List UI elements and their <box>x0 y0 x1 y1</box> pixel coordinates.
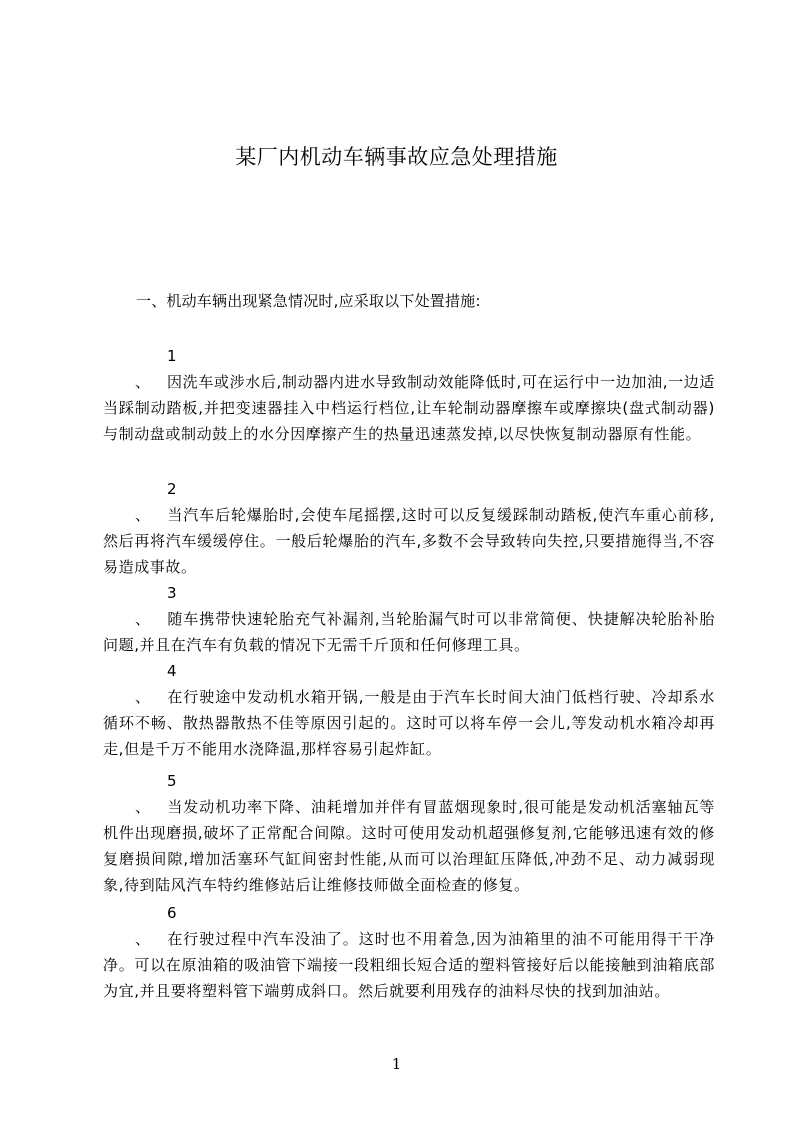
list-item <box>103 476 715 580</box>
item-text: 因洗车或涉水后,制动器内进水导致制动效能降低时,可在运行中一边加油,一边适当踩制动踏板,并把变速器挂入中档运行档位,让车轮制动器摩擦车或摩擦块(盘式制动器)与制动盘或制动鼓上的水分因摩擦产生的热量迅速蒸发掉,以尽快恢复制动器原有性能。 <box>103 373 715 443</box>
item-text: 当发动机功率下降、油耗增加并伴有冒蓝烟现象时,很可能是发动机活塞轴瓦等机件出现磨损,破坏了正常配合间隙。这时可使用发动机超强修复剂,它能够迅速有效的修复磨损间隙,增加活塞环气缸间密封性能,从而可以治理缸压降低,冲劲不足、动力减弱现象,待到陆风汽车特约维修站后让维修技师做全面检查的修复。 <box>103 798 715 894</box>
item-text: 在行驶途中发动机水箱开锅,一般是由于汽车长时间大油门低档行驶、冷却系水循环不畅、散热器散热不佳等原因引起的。这时可以将车停一会儿,等发动机水箱冷却再走,但是千万不能用水浇降温,那样容易引起炸缸。 <box>103 688 715 758</box>
item-text: 随车携带快速轮胎充气补漏剂,当轮胎漏气时可以非常简便、快捷解决轮胎补胎问题,并且在汽车有负载的情况下无需千斤顶和任何修理工具。 <box>103 610 715 654</box>
item-number: 2、 <box>135 480 178 524</box>
document-title: 某厂内机动车辆事故应急处理措施 <box>235 145 558 169</box>
list-item <box>103 343 715 447</box>
item-number: 5、 <box>135 772 178 816</box>
list-item <box>103 658 715 762</box>
item-number: 3、 <box>135 584 178 628</box>
item-number: 4、 <box>135 662 178 706</box>
item-number: 6、 <box>135 904 178 948</box>
item-number: 1、 <box>135 347 178 391</box>
section-heading: 一、机动车辆出现紧急情况时,应采取以下处置措施: <box>136 292 481 310</box>
page-number: 1 <box>391 1055 402 1073</box>
item-text: 当汽车后轮爆胎时,会使车尾摇摆,这时可以反复缓踩制动踏板,使汽车重心前移,然后再将汽车缓缓停住。一般后轮爆胎的汽车,多数不会导致转向失控,只要措施得当,不容易造成事故。 <box>103 506 715 576</box>
item-text: 在行驶过程中汽车没油了。这时也不用着急,因为油箱里的油不可能用得干干净净。可以在原油箱的吸油管下端接一段粗细长短合适的塑料管接好后以能接触到油箱底部为宜,并且要将塑料管下端剪成斜口。然后就要利用残存的油料尽快的找到加油站。 <box>103 930 715 1000</box>
list-item <box>103 900 715 1004</box>
list-item <box>103 580 715 658</box>
list-item <box>103 768 715 898</box>
